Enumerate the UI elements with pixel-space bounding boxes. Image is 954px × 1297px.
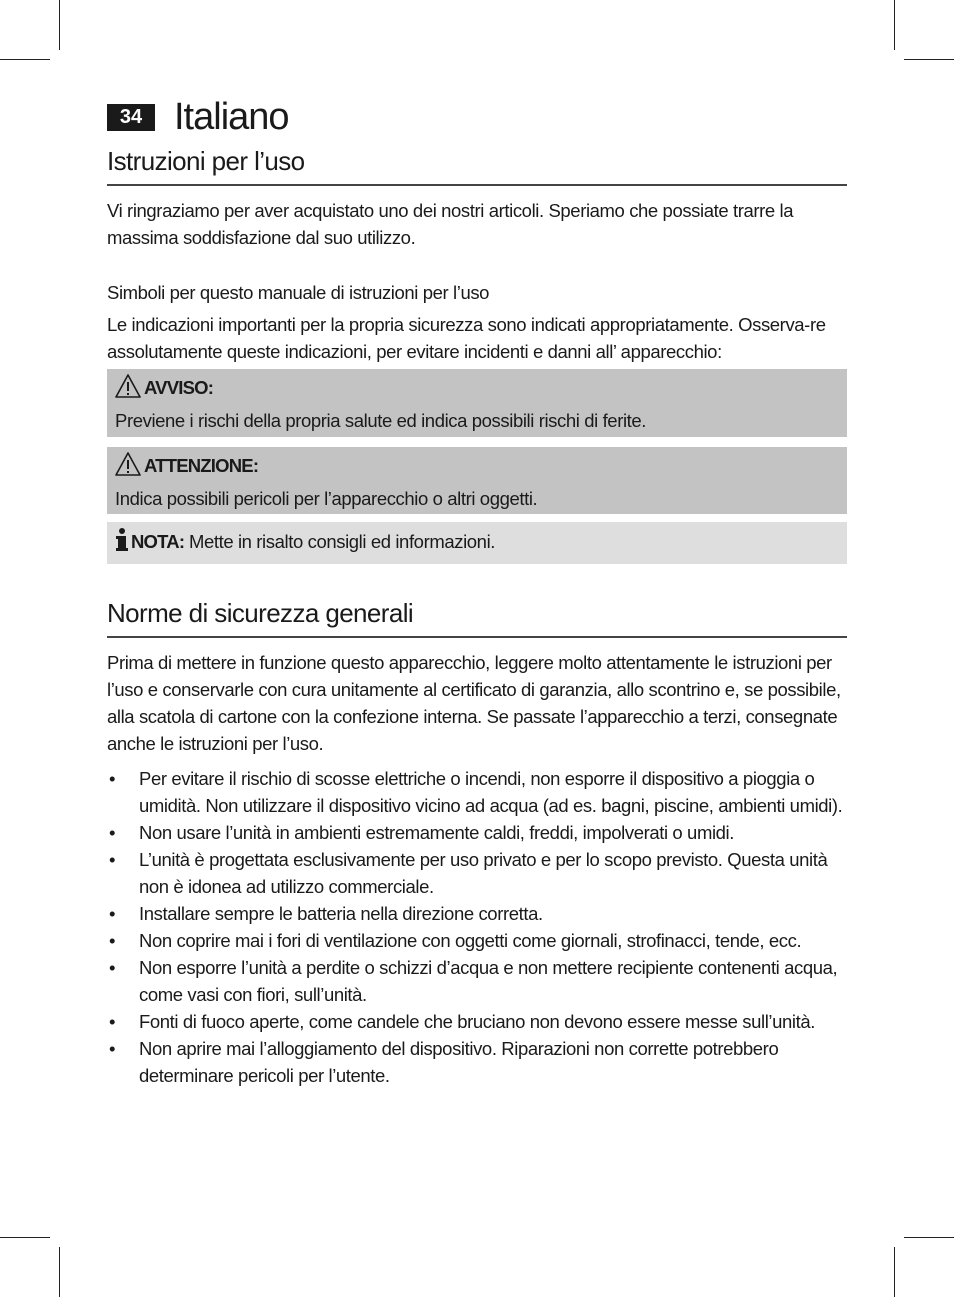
warning-triangle-icon <box>115 374 141 407</box>
bullet-dot: • <box>109 768 116 789</box>
bullet-dot: • <box>109 1038 116 1059</box>
notice-nota <box>107 522 847 564</box>
notice-label: ATTENZIONE: <box>144 455 259 476</box>
crop-mark-bottom-left-horizontal <box>0 1237 50 1238</box>
section-title: Istruzioni per l’uso <box>107 144 847 186</box>
crop-mark-bottom-right-horizontal <box>904 1237 954 1238</box>
bullet-dot: • <box>109 957 116 978</box>
safety-intro-paragraph: Prima di mettere in funzione questo apparecchio, leggere molto attentamente le istruzioni per l’uso e conservarle con cura unitamente al certificato di garanzia, allo scontrino e, se possibile, alla scatola di cartone con la confezione interna. Se passate l’apparecchio a terzi, consegnate anche le istruzioni per l’uso. <box>107 652 841 754</box>
list-item: • Per evitare il rischio di scosse elettriche o incendi, non esporre il dispositivo a pioggia o umidità. Non utilizzare il dispositivo vicino ad acqua (ad es. bagni, piscine, ambienti umidi). <box>107 765 847 819</box>
symbols-block <box>107 279 847 365</box>
notice-avviso <box>107 369 847 437</box>
language-title: Italiano <box>174 96 289 138</box>
crop-mark-top-left-vertical <box>59 0 60 50</box>
list-item: • Fonti di fuoco aperte, come candele che bruciano non devono essere messe sull’unità. <box>107 1008 847 1035</box>
list-item: • Installare sempre le batteria nella direzione corretta. <box>107 900 847 927</box>
list-item: • Non coprire mai i fori di ventilazione con oggetti come giornali, strofinacci, tende, ecc. <box>107 927 847 954</box>
page-number: 34 <box>107 104 155 131</box>
section-title: Norme di sicurezza generali <box>107 596 847 638</box>
crop-mark-top-right-vertical <box>894 0 895 50</box>
info-icon <box>115 528 129 557</box>
notice-text: Mette in risalto consigli ed informazioni. <box>188 531 496 552</box>
symbols-heading: Simboli per questo manuale di istruzioni per l’uso <box>107 282 490 303</box>
intro-paragraph: Vi ringraziamo per aver acquistato uno dei nostri articoli. Speriamo che possiate trarre la massima soddisfazione dal suo utilizzo. <box>107 200 794 248</box>
section-norme <box>107 596 847 638</box>
bullet-dot: • <box>109 930 116 951</box>
notice-label: AVVISO: <box>144 377 214 398</box>
list-item: • L’unità è progettata esclusivamente per uso privato e per lo scopo previsto. Questa unità non è idonea ad utilizzo commerciale. <box>107 846 847 900</box>
list-item: • Non usare l’unità in ambienti estremamente caldi, freddi, impolverati o umidi. <box>107 819 847 846</box>
notice-attenzione <box>107 447 847 514</box>
crop-mark-bottom-right-vertical <box>894 1247 895 1297</box>
section-istruzioni <box>107 144 847 186</box>
warning-triangle-icon <box>115 452 141 485</box>
bullet-dot: • <box>109 1011 116 1032</box>
bullet-dot: • <box>109 849 116 870</box>
crop-mark-bottom-left-vertical <box>59 1247 60 1297</box>
notice-label: NOTA: <box>131 531 185 552</box>
bullet-dot: • <box>109 822 116 843</box>
list-item: • Non esporre l’unità a perdite o schizzi d’acqua e non mettere recipiente contenenti acqua, come vasi con fiori, sull’unità. <box>107 954 847 1008</box>
safety-intro-block <box>107 649 847 757</box>
crop-mark-top-left-horizontal <box>0 59 50 60</box>
notice-text: Previene i rischi della propria salute ed indica possibili rischi di ferite. <box>115 410 647 431</box>
notice-text: Indica possibili pericoli per l’apparecchio o altri oggetti. <box>115 488 538 509</box>
safety-bullet-list <box>107 765 847 1089</box>
bullet-dot: • <box>109 903 116 924</box>
crop-mark-top-right-horizontal <box>904 59 954 60</box>
symbols-paragraph: Le indicazioni importanti per la propria sicurezza sono indicati appropriatamente. Osserva-re assolutamente queste indicazioni, per evitare incidenti e danni all’ apparecchio: <box>107 314 826 362</box>
intro-paragraph-block <box>107 197 847 251</box>
list-item: • Non aprire mai l’alloggiamento del dispositivo. Riparazioni non corrette potrebbero determinare pericoli per l’utente. <box>107 1035 847 1089</box>
